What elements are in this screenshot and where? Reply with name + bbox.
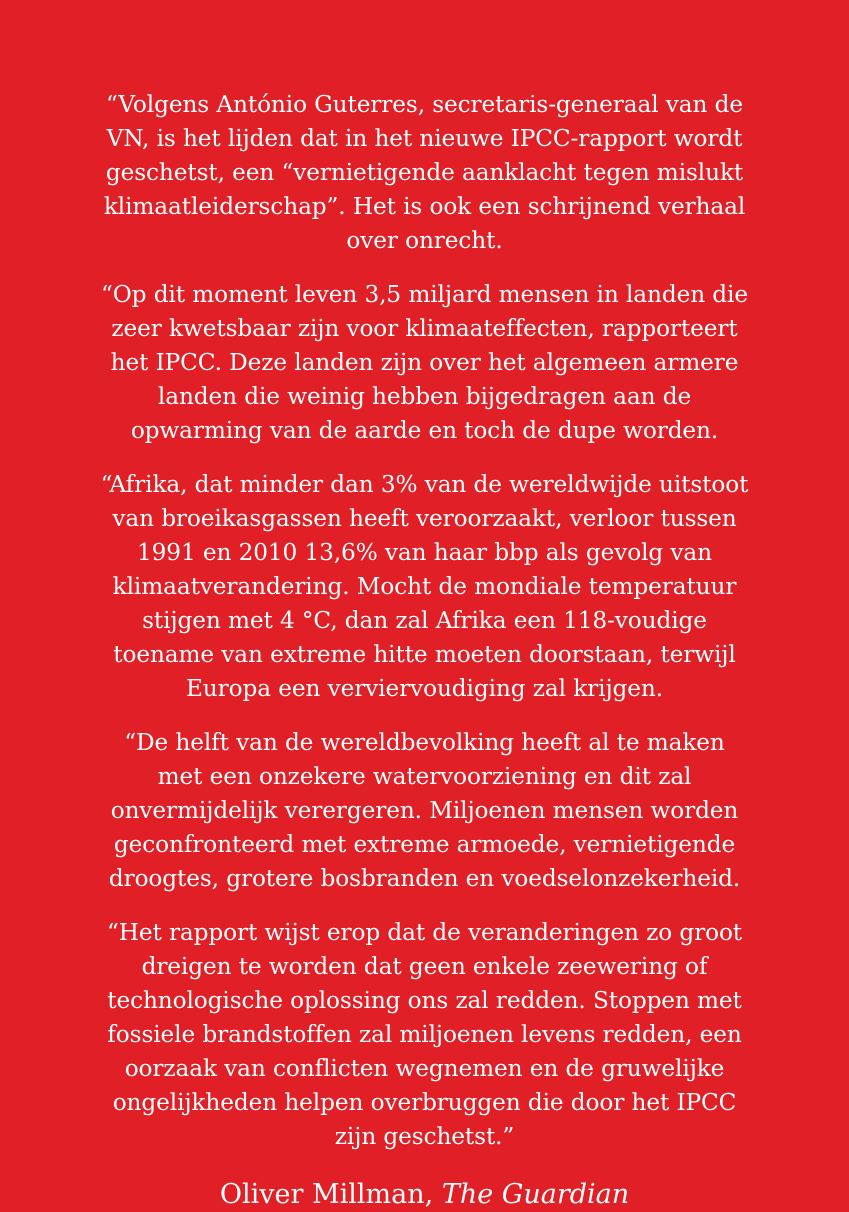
quote-line: technologische oplossing ons zal redden. Stoppen met	[107, 987, 742, 1014]
quote-line: het IPCC. Deze landen zijn over het algemeen armere	[110, 349, 739, 376]
quote-line: met een onzekere watervoorziening en dit zal	[157, 763, 692, 790]
quote-paragraph-5	[80, 916, 770, 1154]
quote-line: van broeikasgassen heeft veroorzaakt, verloor tussen	[112, 505, 737, 532]
quote-line: opwarming van de aarde en toch de dupe worden.	[130, 417, 719, 444]
quote-line: geschetst, een “vernietigende aanklacht tegen mislukt	[105, 159, 744, 186]
quote-line: fossiele brandstoffen zal miljoenen levens redden, een	[107, 1021, 742, 1048]
quote-line: klimaatleiderschap”. Het is ook een schrijnend verhaal	[103, 193, 746, 220]
quote-line: Europa een verviervoudiging zal krijgen.	[185, 675, 664, 702]
quote-line: “Op dit moment leven 3,5 miljard mensen in landen die	[101, 281, 748, 308]
quote-line: toename van extreme hitte moeten doorstaan, terwijl	[113, 641, 736, 668]
quote-line: zijn geschetst.”	[334, 1123, 515, 1150]
quote-line: VN, is het lijden dat in het nieuwe IPCC-rapport wordt	[106, 125, 743, 152]
quote-line: oorzaak van conflicten wegnemen en de gruwelijke	[124, 1055, 725, 1082]
quote-line: zeer kwetsbaar zijn voor klimaateffecten, rapporteert	[111, 315, 738, 342]
quote-line: “De helft van de wereldbevolking heeft al te maken	[124, 729, 725, 756]
quote-line: landen die weinig hebben bijgedragen aan de	[157, 383, 692, 410]
quote-paragraph-1	[80, 88, 770, 258]
quote-paragraph-4	[80, 726, 770, 896]
quote-line: onvermijdelijk verergeren. Miljoenen mensen worden	[110, 797, 739, 824]
quote-line: 1991 en 2010 13,6% van haar bbp als gevolg van	[136, 539, 712, 566]
quote-line: droogtes, grotere bosbranden en voedselonzekerheid.	[108, 865, 741, 892]
quote-line: klimaatverandering. Mocht de mondiale temperatuur	[112, 573, 737, 600]
quote-paragraph-3	[80, 468, 770, 706]
quote-line: “Volgens António Guterres, secretaris-generaal van de	[106, 91, 743, 118]
quote-line: dreigen te worden dat geen enkele zeewering of	[141, 953, 708, 980]
quote-line: over onrecht.	[346, 227, 503, 254]
quote-paragraph-2	[80, 278, 770, 448]
quote-line: stijgen met 4 °C, dan zal Afrika een 118-voudige	[142, 607, 707, 634]
attribution	[0, 1178, 849, 1212]
author-name: Oliver Millman,	[219, 1179, 434, 1210]
quote-line: ongelijkheden helpen overbruggen die door het IPCC	[112, 1089, 737, 1116]
quote-line: “Het rapport wijst erop dat de veranderingen zo groot	[106, 919, 743, 946]
quote-line: “Afrika, dat minder dan 3% van de wereldwijde uitstoot	[100, 471, 749, 498]
publication-name: The Guardian	[441, 1179, 630, 1210]
quote-line: geconfronteerd met extreme armoede, vernietigende	[113, 831, 736, 858]
